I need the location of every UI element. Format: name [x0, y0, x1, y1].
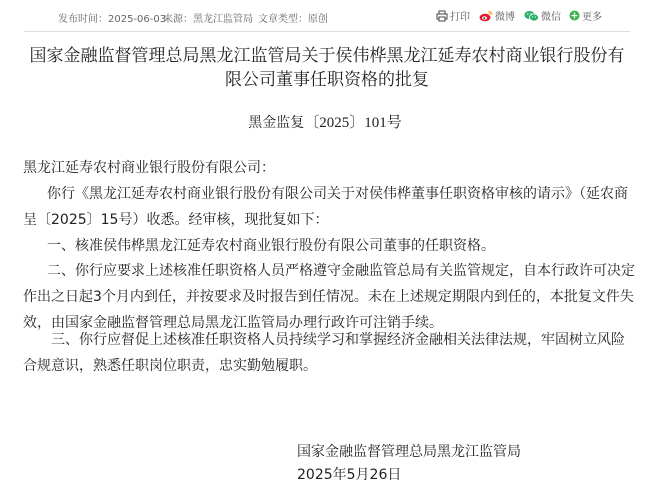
publish-time-label: 发布时间：	[58, 14, 108, 25]
issuer-signature: 国家金融监督管理总局黑龙江监管局	[297, 444, 521, 460]
wechat-share-button[interactable]	[524, 8, 561, 23]
paragraph-item-1: 一、核准侯伟桦黑龙江延寿农村商业银行股份有限公司董事的任职资格。	[47, 238, 495, 254]
share-toolbar	[430, 8, 602, 23]
document-number-prefix: 黑金监复	[248, 115, 305, 131]
print-button[interactable]	[436, 8, 470, 23]
more-plus-icon	[569, 10, 580, 21]
print-label: 打印	[450, 12, 470, 23]
printer-icon	[436, 10, 448, 22]
more-share-button[interactable]	[569, 8, 602, 23]
document-number-value: 〔2025〕101号	[304, 115, 402, 131]
header-divider	[24, 31, 630, 32]
wechat-label: 微信	[541, 12, 561, 23]
weibo-label: 微博	[495, 12, 515, 23]
publish-time-value: 2025-06-03	[108, 14, 167, 25]
issue-date: 2025年5月26日	[297, 467, 402, 483]
weibo-icon	[479, 10, 493, 22]
intro-paragraph: 你行《黑龙江延寿农村商业银行股份有限公司关于对侯伟桦董事任职资格审核的请示》（延农商呈〔2025〕15号）收悉。经审核，现批复如下：	[23, 186, 628, 228]
article-meta-bar	[0, 0, 650, 32]
document-title: 国家金融监督管理总局黑龙江监管局关于侯伟桦黑龙江延寿农村商业银行股份有限公司董事任职资格的批复	[29, 46, 625, 90]
article-type-value: 原创	[308, 14, 328, 25]
addressee: 黑龙江延寿农村商业银行股份有限公司：	[23, 160, 275, 176]
source-value: 黑龙江监管局	[193, 14, 253, 25]
paragraph-item-2: 二、你行应要求上述核准任职资格人员严格遵守金融监管总局有关监管规定，自本行政许可决定作出之日起3个月内到任，并按要求及时报告到任情况。未在上述规定期限内到任的，本批复文件失效，由国家金融监督管理总局黑龙江监管局办理行政许可注销手续。	[23, 263, 635, 331]
paragraph-item-3: 三、你行应督促上述核准任职资格人员持续学习和掌握经济金融相关法律法规，牢固树立风险合规意识，熟悉任职岗位职责，忠实勤勉履职。	[23, 332, 625, 374]
source-label: 来源：	[163, 14, 193, 25]
publish-time	[58, 10, 166, 25]
article-type	[258, 10, 328, 25]
wechat-icon	[524, 10, 539, 22]
article-type-label: 文章类型：	[258, 14, 308, 25]
more-label: 更多	[582, 12, 602, 23]
weibo-share-button[interactable]	[479, 8, 515, 23]
document-number	[0, 111, 650, 132]
source	[163, 10, 253, 25]
